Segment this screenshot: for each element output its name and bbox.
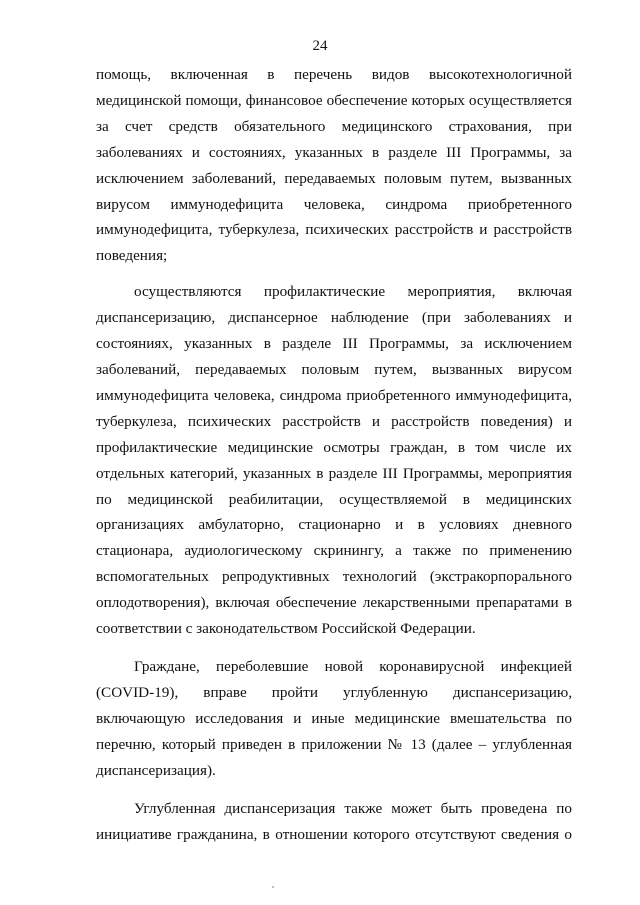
text-line: диспансеризацию, диспансерное наблюдение (при заболеваниях и: [96, 309, 572, 327]
paragraph-3: [96, 654, 572, 784]
text-line: (COVID-19), вправе пройти углубленную диспансеризацию,: [96, 683, 572, 701]
text-line: вирусом иммунодефицита человека, синдрома приобретенного: [96, 195, 572, 213]
text-line: помощь, включенная в перечень видов высокотехнологичной: [96, 66, 572, 83]
text-line: за счет средств обязательного медицинского страхования, при: [96, 117, 572, 135]
text-line: иммунодефицита, туберкулеза, психических расстройств и расстройств: [96, 221, 572, 239]
text-line: профилактические медицинские осмотры граждан, в том числе их: [96, 438, 572, 456]
paragraph-4: [96, 796, 572, 848]
text-line: вспомогательных репродуктивных технологий (экстракорпорального: [96, 568, 572, 586]
text-line: стационара, аудиологическому скринингу, а также по применению: [96, 542, 572, 560]
text-line: отдельных категорий, указанных в разделе III Программы, мероприятия: [96, 464, 572, 482]
text-line: осуществляются профилактические мероприятия, включая: [134, 283, 572, 301]
text-line: туберкулеза, психических расстройств и расстройств поведения) и: [96, 412, 572, 430]
text-line: поведения;: [96, 247, 168, 265]
paragraph-2: [96, 279, 572, 642]
document-body: [96, 62, 572, 848]
text-line: Граждане, переболевшие новой коронавирусной инфекцией: [134, 657, 572, 675]
text-line: соответствии с законодательством Российской Федерации.: [96, 620, 476, 638]
text-line: перечню, который приведен в приложении № 13 (далее – углубленная: [96, 735, 572, 753]
text-line: исключением заболеваний, передаваемых половым путем, вызванных: [96, 169, 572, 187]
text-line: инициативе гражданина, в отношении которого отсутствуют сведения о: [96, 826, 572, 844]
text-line: диспансеризация).: [96, 761, 216, 779]
text-line: заболеваний, передаваемых половым путем, вызванных вирусом: [96, 360, 572, 378]
text-line: оплодотворения), включая обеспечение лекарственными препаратами в: [96, 594, 572, 612]
text-line: иммунодефицита человека, синдрома приобретенного иммунодефицита,: [96, 386, 572, 404]
paragraph-1: [96, 62, 572, 269]
text-line: включающую исследования и иные медицинские вмешательства по: [96, 709, 572, 727]
text-line: Углубленная диспансеризация также может быть проведена по: [134, 800, 572, 818]
text-line: организациях амбулаторно, стационарно и в условиях дневного: [96, 516, 572, 534]
text-line: заболеваниях и состояниях, указанных в разделе III Программы, за: [96, 143, 572, 161]
text-line: медицинской помощи, финансовое обеспечение которых осуществляется: [96, 91, 572, 109]
scan-artifact-dot: [272, 886, 274, 888]
text-line: состояниях, указанных в разделе III Программы, за исключением: [96, 335, 572, 353]
page-number: 24: [312, 38, 328, 54]
text-line: по медицинской реабилитации, осуществляемой в медицинских: [96, 490, 572, 508]
